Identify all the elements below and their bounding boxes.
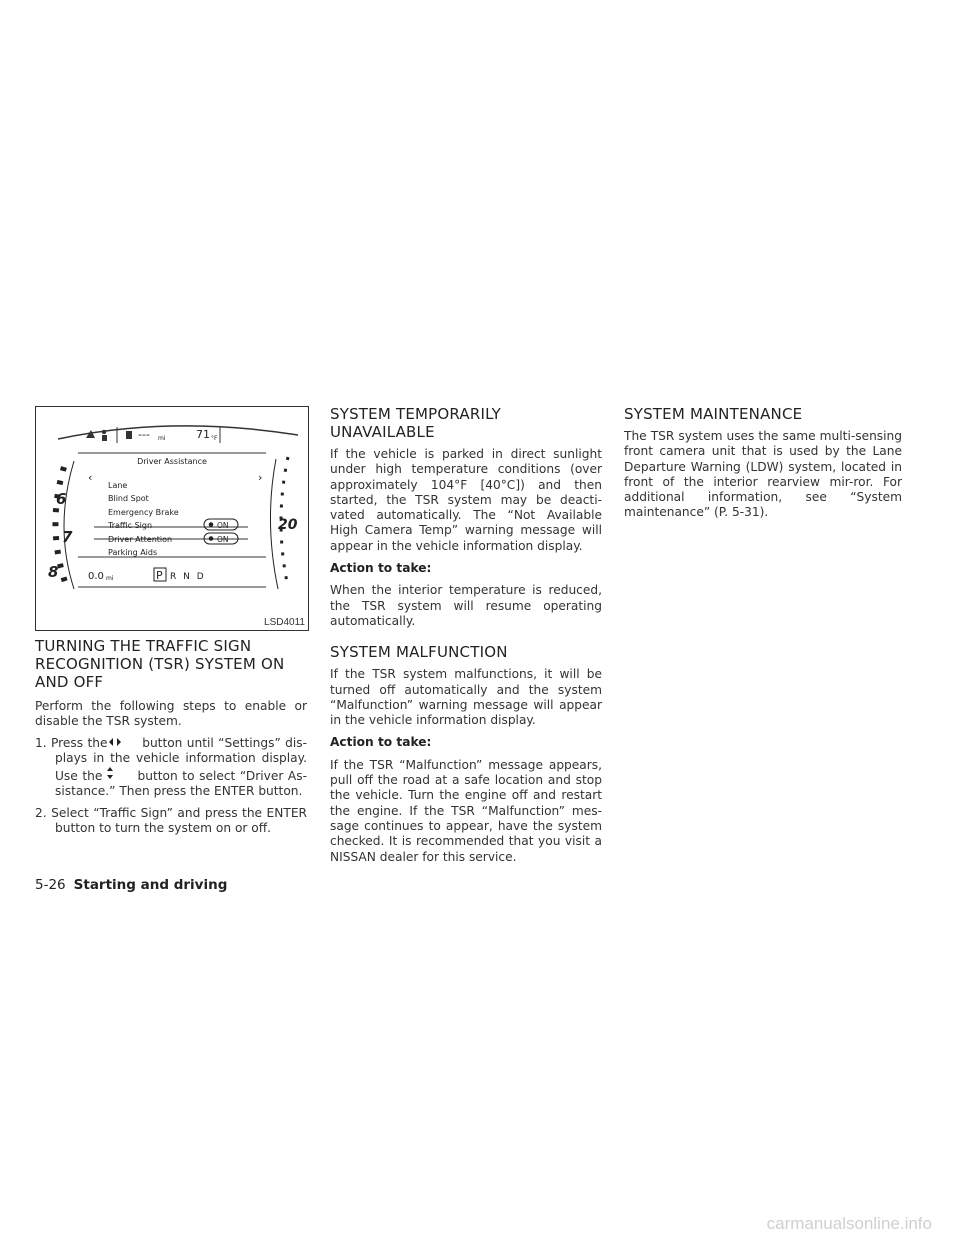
menu-item-traffic-sign: Traffic Sign xyxy=(108,521,153,530)
trip-unit: mi xyxy=(106,575,114,582)
turning-step-2: 2. Select “Traffic Sign” and press the ENTER button to turn the system on or off. xyxy=(35,805,307,836)
svg-text:ON: ON xyxy=(217,521,229,530)
section-heading-temporarily-unavailable: SYSTEM TEMPORARILY UNAVAILABLE xyxy=(330,405,502,441)
turning-step-1: 1. Press the button until “Settings” dis-plays in the vehicle information display. Use the button to select “Driver As-sistance.” Then press the ENTER button. xyxy=(35,735,308,799)
up-down-arrows-icon xyxy=(107,766,133,784)
section-heading-turning: TURNING THE TRAFFIC SIGN RECOGNITION (TSR) SYSTEM ON AND OFF xyxy=(35,637,285,691)
instrument-cluster-illustration xyxy=(36,407,308,630)
menu-item-emergency-brake: Emergency Brake xyxy=(108,508,179,517)
gear-p: P xyxy=(156,569,163,582)
menu-left-arrow-icon: ‹ xyxy=(88,471,93,484)
section-heading-maintenance: SYSTEM MAINTENANCE xyxy=(624,405,803,423)
maintenance-body: The TSR system uses the same multi-sensing front camera unit that is used by the Lane Departure Warning (LDW) system, located in front of the interior rearview mir-ror. For additional information, see “System maintenance” (P. 5-31). xyxy=(624,429,902,520)
tach-label-7: 7 xyxy=(62,528,73,546)
section-heading-malfunction: SYSTEM MALFUNCTION xyxy=(330,643,508,662)
svg-text:ON: ON xyxy=(217,535,229,544)
menu-item-parking-aids: Parking Aids xyxy=(108,548,158,557)
turning-intro: Perform the following steps to enable or disable the TSR system. xyxy=(35,699,307,729)
page-number: 5-26 xyxy=(35,877,66,893)
chapter-title: Starting and driving xyxy=(73,877,228,893)
menu-item-driver-attention: Driver Attention xyxy=(108,535,173,544)
fuel-icon xyxy=(126,431,132,439)
column-left xyxy=(35,637,307,836)
dashboard-figure xyxy=(35,406,309,631)
traffic-sign-on-toggle xyxy=(204,519,238,530)
outside-temp: 71 xyxy=(196,428,210,441)
malfunction-action-body: If the TSR “Malfunction” message appears, pull off the road at a safe location and stop the vehicle. Turn the engine off and restart the engine. If the TSR “Malfunction” mes-sage continues to appear, have the system checked. It is recommended that you visit a NISSAN dealer for this service. xyxy=(330,757,602,864)
range-unit: mi xyxy=(158,435,166,442)
speed-label-20: 20 xyxy=(278,517,298,533)
temp-unit: °F xyxy=(211,435,218,442)
trip-value: 0.0 xyxy=(88,571,104,582)
temporarily-body: If the vehicle is parked in direct sunlight under high temperature conditions (over approximately 104°F [40°C]) and then started, the TSR system may be deacti-vated automatically. The “Not Available High Camera Temp” warning message will appear in the vehicle information display. xyxy=(330,447,602,553)
menu-right-arrow-icon: › xyxy=(258,471,263,484)
malfunction-action-label: Action to take: xyxy=(330,735,432,750)
column-middle xyxy=(330,405,602,865)
tach-label-6: 6 xyxy=(56,490,67,508)
malfunction-body: If the TSR system malfunctions, it will be turned off automatically and the system “Malfunction” warning message will appear in the vehicle information display. xyxy=(330,667,602,728)
column-right xyxy=(624,405,902,521)
gear-rnd: R N D xyxy=(170,572,206,582)
watermark: carmanualsonline.info xyxy=(766,1214,932,1233)
temporarily-action-body: When the interior temperature is reduced, the TSR system will resume operating automatically. xyxy=(330,583,602,628)
range-dashes: --- xyxy=(138,428,150,441)
menu-title: Driver Assistance xyxy=(137,457,207,466)
menu-item-blind-spot: Blind Spot xyxy=(108,494,149,503)
temporarily-action-label: Action to take: xyxy=(330,561,432,576)
tach-label-8: 8 xyxy=(48,563,59,581)
menu-item-lane: Lane xyxy=(108,481,128,490)
figure-code: LSD4011 xyxy=(264,617,305,628)
page-footer xyxy=(35,877,227,893)
left-right-arrows-icon xyxy=(112,736,138,751)
